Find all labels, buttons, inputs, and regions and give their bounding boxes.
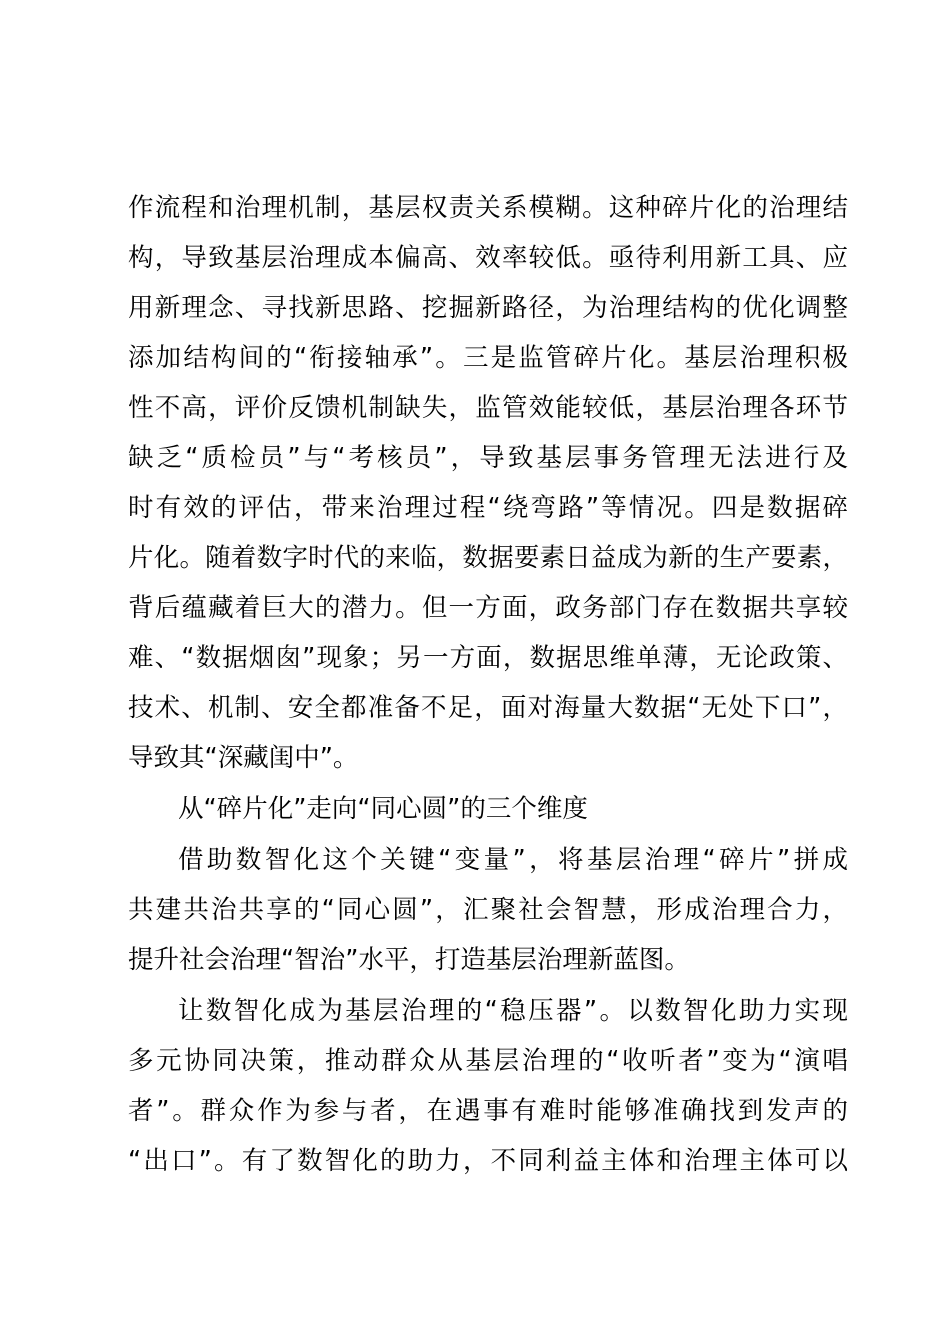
paragraph-line: 添加结构间的“衔接轴承”。三是监管碎片化。基层治理积极 <box>128 343 848 373</box>
paragraph-line: 让数智化成为基层治理的“稳压器”。以数智化助力实现 <box>178 996 848 1026</box>
paragraph-line: 作流程和治理机制，基层权责关系模糊。这种碎片化的治理结 <box>128 193 848 223</box>
section-heading: 从“碎片化”走向“同心圆”的三个维度 <box>178 794 588 824</box>
paragraph-line: 提升社会治理“智治”水平，打造基层治理新蓝图。 <box>128 945 690 975</box>
paragraph-line: 构，导致基层治理成本偏高、效率较低。亟待利用新工具、应 <box>128 243 848 273</box>
paragraph-line: 者”。群众作为参与者，在遇事有难时能够准确找到发声的 <box>128 1096 848 1126</box>
paragraph-line: 借助数智化这个关键“变量”，将基层治理“碎片”拼成 <box>178 845 848 875</box>
paragraph-line: 共建共治共享的“同心圆”，汇聚社会智慧，形成治理合力， <box>128 895 848 925</box>
paragraph-line: 时有效的评估，带来治理过程“绕弯路”等情况。四是数据碎 <box>128 493 848 523</box>
paragraph-line: 多元协同决策，推动群众从基层治理的“收听者”变为“演唱 <box>128 1046 848 1076</box>
paragraph-line: 导致其“深藏闺中”。 <box>128 743 359 773</box>
paragraph-line: 难、“数据烟囱”现象；另一方面，数据思维单薄，无论政策、 <box>128 643 848 673</box>
paragraph-line: 技术、机制、安全都准备不足，面对海量大数据“无处下口”， <box>128 693 848 723</box>
paragraph-line: “出口”。有了数智化的助力，不同利益主体和治理主体可以 <box>128 1146 848 1176</box>
paragraph-line: 缺乏“质检员”与“考核员”，导致基层事务管理无法进行及 <box>128 443 848 473</box>
paragraph-line: 用新理念、寻找新思路、挖掘新路径，为治理结构的优化调整 <box>128 293 848 323</box>
paragraph-line: 性不高，评价反馈机制缺失，监管效能较低，基层治理各环节 <box>128 393 848 423</box>
paragraph-line: 片化。随着数字时代的来临，数据要素日益成为新的生产要素， <box>128 543 848 573</box>
paragraph-line: 背后蕴藏着巨大的潜力。但一方面，政务部门存在数据共享较 <box>128 593 848 623</box>
